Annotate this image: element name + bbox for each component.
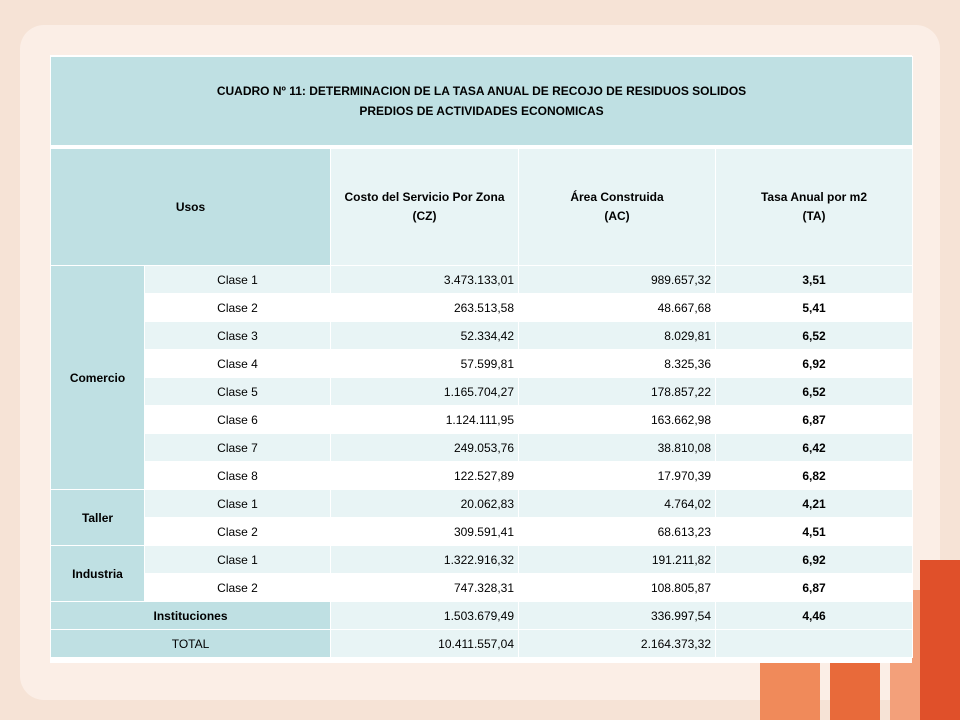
decorative-bar	[760, 660, 820, 720]
cell-clase: Clase 4	[145, 350, 331, 378]
group-taller: Taller	[51, 490, 145, 546]
header-area-label: Área Construida	[570, 190, 664, 204]
cell-ta: 6,82	[716, 462, 913, 490]
header-usos: Usos	[51, 149, 331, 266]
cell-ta: 4,21	[716, 490, 913, 518]
header-tasa-label: Tasa Anual por m2	[760, 190, 868, 204]
cell-ac: 191.211,82	[519, 546, 716, 574]
cell-ac: 8.325,36	[519, 350, 716, 378]
table-row	[51, 546, 913, 574]
instituciones-row	[51, 602, 913, 630]
header-costo-label: Costo del Servicio Por Zona	[344, 190, 505, 204]
cell-ac: 48.667,68	[519, 294, 716, 322]
title-line-1: CUADRO Nº 11: DETERMINACION DE LA TASA ANUAL DE RECOJO DE RESIDUOS SOLIDOS	[216, 84, 747, 98]
cell-ac: 4.764,02	[519, 490, 716, 518]
cell-clase: Clase 2	[145, 294, 331, 322]
cell-cz: 57.599,81	[331, 350, 519, 378]
header-costo	[331, 149, 519, 266]
cell-clase: Clase 5	[145, 378, 331, 406]
cell-clase: Clase 2	[145, 574, 331, 602]
table-row	[51, 574, 913, 602]
cell-clase: Clase 1	[145, 490, 331, 518]
rate-table	[50, 56, 913, 658]
total-cz: 10.411.557,04	[331, 630, 519, 658]
cell-ac: 38.810,08	[519, 434, 716, 462]
cell-clase: Clase 7	[145, 434, 331, 462]
header-area-abbr: (AC)	[604, 209, 630, 223]
group-industria: Industria	[51, 546, 145, 602]
cell-cz: 249.053,76	[331, 434, 519, 462]
cell-clase: Clase 1	[145, 546, 331, 574]
cell-cz: 1.124.111,95	[331, 406, 519, 434]
instituciones-label: Instituciones	[51, 602, 331, 630]
cell-ac: 336.997,54	[519, 602, 716, 630]
table-row	[51, 322, 913, 350]
cell-cz: 1.503.679,49	[331, 602, 519, 630]
total-ta	[716, 630, 913, 658]
cell-ac: 178.857,22	[519, 378, 716, 406]
table-title	[51, 57, 913, 146]
group-comercio: Comercio	[51, 266, 145, 490]
total-row	[51, 630, 913, 658]
cell-clase: Clase 1	[145, 266, 331, 294]
decorative-bar	[920, 560, 960, 720]
table-row	[51, 490, 913, 518]
cell-cz: 1.165.704,27	[331, 378, 519, 406]
total-ac: 2.164.373,32	[519, 630, 716, 658]
header-costo-abbr: (CZ)	[412, 209, 437, 223]
cell-ac: 17.970,39	[519, 462, 716, 490]
cell-ta: 5,41	[716, 294, 913, 322]
cell-cz: 1.322.916,32	[331, 546, 519, 574]
cell-clase: Clase 2	[145, 518, 331, 546]
cell-cz: 747.328,31	[331, 574, 519, 602]
header-tasa	[716, 149, 913, 266]
table-row	[51, 406, 913, 434]
cell-ac: 163.662,98	[519, 406, 716, 434]
table-row	[51, 462, 913, 490]
cell-clase: Clase 3	[145, 322, 331, 350]
cell-cz: 122.527,89	[331, 462, 519, 490]
cell-ta: 6,92	[716, 546, 913, 574]
cell-ta: 6,52	[716, 378, 913, 406]
table-row	[51, 350, 913, 378]
cell-ta: 6,52	[716, 322, 913, 350]
cell-cz: 20.062,83	[331, 490, 519, 518]
table-row	[51, 294, 913, 322]
table-row	[51, 378, 913, 406]
cell-cz: 3.473.133,01	[331, 266, 519, 294]
cell-ac: 8.029,81	[519, 322, 716, 350]
cell-ta: 6,92	[716, 350, 913, 378]
cell-ta: 6,87	[716, 406, 913, 434]
cell-ta: 4,51	[716, 518, 913, 546]
cell-ta: 6,87	[716, 574, 913, 602]
cell-ac: 108.805,87	[519, 574, 716, 602]
header-tasa-abbr: (TA)	[802, 209, 826, 223]
title-line-2: PREDIOS DE ACTIVIDADES ECONOMICAS	[359, 104, 604, 118]
cell-cz: 263.513,58	[331, 294, 519, 322]
cell-ta: 6,42	[716, 434, 913, 462]
header-row	[51, 149, 913, 266]
table-row	[51, 434, 913, 462]
cell-cz: 309.591,41	[331, 518, 519, 546]
table-row	[51, 266, 913, 294]
cell-ta: 4,46	[716, 602, 913, 630]
cell-clase: Clase 6	[145, 406, 331, 434]
header-area	[519, 149, 716, 266]
table-row	[51, 518, 913, 546]
cell-ac: 68.613,23	[519, 518, 716, 546]
total-label: TOTAL	[51, 630, 331, 658]
cell-cz: 52.334,42	[331, 322, 519, 350]
cell-ta: 3,51	[716, 266, 913, 294]
cell-clase: Clase 8	[145, 462, 331, 490]
cell-ac: 989.657,32	[519, 266, 716, 294]
